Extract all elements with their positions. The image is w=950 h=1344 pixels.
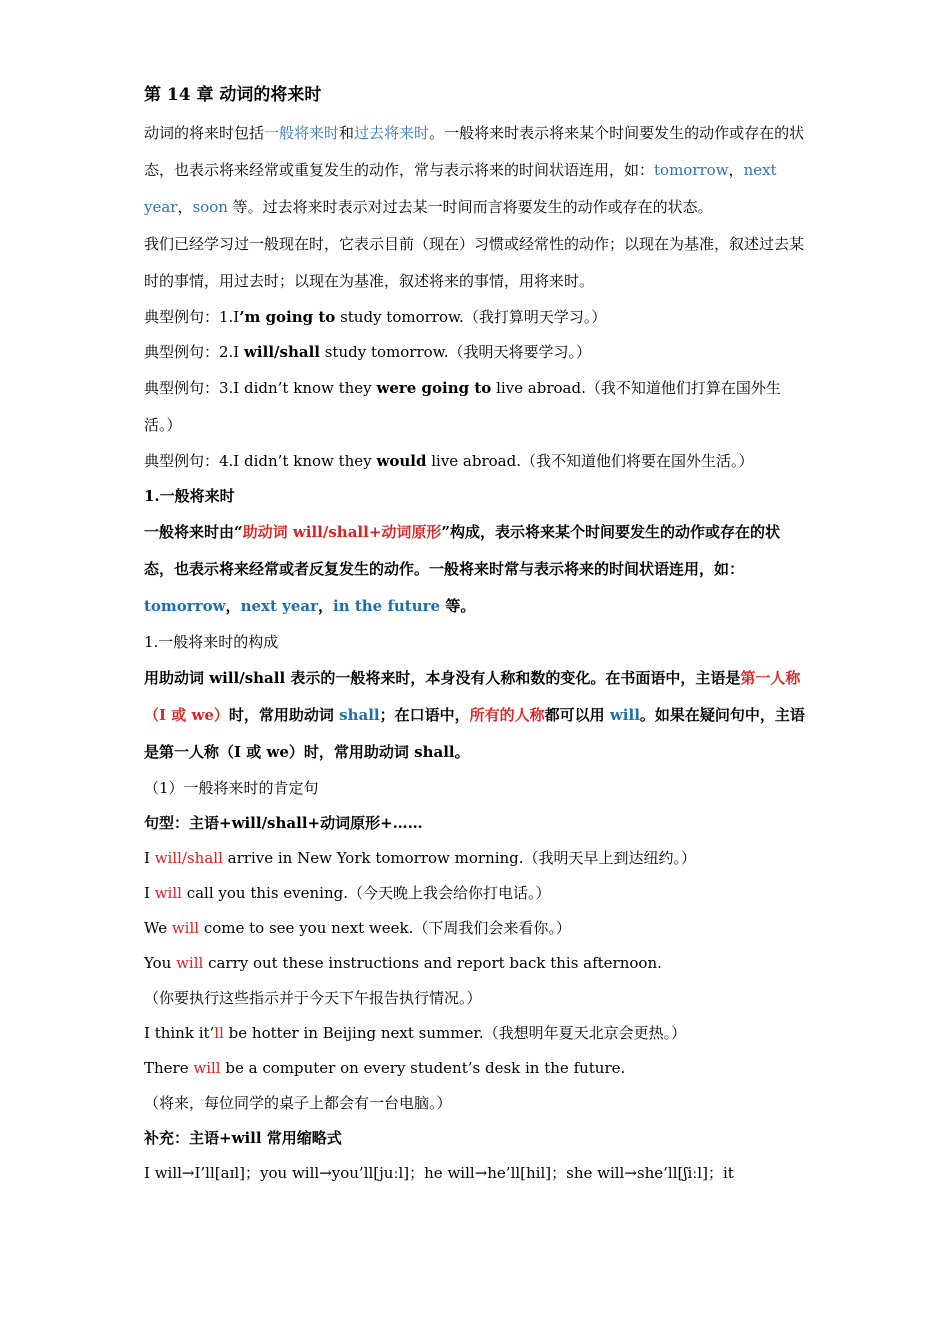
keyword-shall: shall — [339, 706, 380, 724]
structure-paragraph — [144, 660, 809, 771]
text: There — [144, 1059, 194, 1077]
text: ， — [177, 198, 193, 216]
text: 等。 — [440, 597, 476, 615]
sample-sentence — [144, 946, 809, 981]
text: live abroad.（我不知道他们将要在国外生活。） — [426, 452, 754, 470]
term-future-in-past: 过去将来时 — [354, 124, 430, 142]
example-sentence-1 — [144, 300, 809, 335]
example-sentence-2 — [144, 335, 809, 370]
intro-paragraph — [144, 115, 809, 226]
example-word: next year — [240, 597, 318, 615]
bold-text: would — [376, 452, 427, 470]
bold-text: were going to — [376, 379, 492, 397]
sample-sentence — [144, 911, 809, 946]
text: I think it’ — [144, 1024, 215, 1042]
term-future-simple: 一般将来时 — [264, 124, 340, 142]
supplement-heading: 补充：主语+will 常用缩略式 — [144, 1129, 342, 1147]
text: call you this evening.（今天晚上我会给你打电话。） — [181, 884, 551, 902]
example-sentence-3 — [144, 370, 809, 444]
text: We — [144, 919, 172, 937]
auxiliary-verb: will — [176, 954, 204, 972]
text: study tomorrow.（我明天将要学习。） — [319, 343, 591, 361]
text: ， — [728, 161, 744, 179]
auxiliary-verb: ll — [214, 1024, 224, 1042]
text: 。如果在疑问句中，主语是第一人称（I 或 we）时，常用助动词 shall。 — [144, 706, 805, 761]
text: I — [144, 849, 155, 867]
example-word: tomorrow — [144, 597, 226, 615]
text: come to see you next week.（下周我们会来看你。） — [199, 919, 571, 937]
sample-sentence — [144, 1051, 809, 1086]
subheading-affirmative: （1）一般将来时的肯定句 — [144, 779, 319, 797]
text: 典型例句：3.I didn’t know they — [144, 379, 377, 397]
subheading-structure: 1.一般将来时的构成 — [144, 633, 279, 651]
sample-sentence — [144, 841, 809, 876]
text: 时，常用助动词 — [228, 706, 340, 724]
highlight-structure: 助动词 will/shall+动词原形 — [242, 523, 442, 541]
text: carry out these instructions and report back this afternoon. — [203, 954, 662, 972]
example-word: soon — [192, 198, 228, 216]
bold-text: ’m going to — [239, 308, 336, 326]
text: ， — [318, 597, 334, 615]
highlight-first-person: 第一人称（I 或 we） — [144, 669, 801, 724]
section-heading: 1.一般将来时 — [144, 487, 235, 505]
text: 动词的将来时包括 — [144, 124, 265, 142]
text: live abroad.（我不知道他们打算在国外生活。） — [144, 379, 781, 434]
text: I — [144, 884, 155, 902]
bold-text: will/shall — [244, 343, 320, 361]
auxiliary-verb: will — [171, 919, 200, 937]
text: 和 — [339, 124, 355, 142]
text: 典型例句：1.I — [144, 308, 240, 326]
highlight-all-persons: 所有的人称 — [469, 706, 545, 724]
text: 用助动词 will/shall 表示的一般将来时，本身没有人称和数的变化。在书面语中，主语是 — [144, 669, 741, 687]
sentence-pattern: 句型：主语+will/shall+动词原形+…… — [144, 814, 423, 832]
auxiliary-verb: will/shall — [154, 849, 223, 867]
text: 一般将来时由“ — [144, 523, 243, 541]
text: ；在口语中， — [379, 706, 470, 724]
sample-sentence — [144, 1016, 809, 1051]
text: You — [144, 954, 177, 972]
example-sentence-4 — [144, 444, 809, 479]
example-word: next year — [144, 161, 777, 216]
sample-translation: （你要执行这些指示并于今天下午报告执行情况。） — [144, 989, 482, 1007]
document-page — [144, 84, 809, 1191]
comparison-paragraph: 我们已经学习过一般现在时，它表示目前（现在）习惯或经常性的动作；以现在为基准，叙述过去某时的事情，用过去时；以现在为基准，叙述将来的事情，用将来时。 — [144, 235, 805, 290]
text: 。一般将来时表示将来某个时间要发生的动作或存在的状态，也表示将来经常或重复发生的动作，常与表示将来的时间状语连用，如： — [144, 124, 805, 179]
text: be hotter in Beijing next summer.（我想明年夏天北京会更热。） — [223, 1024, 687, 1042]
chapter-title: 第 14 章 动词的将来时 — [144, 85, 322, 105]
example-word: in the future — [333, 597, 441, 615]
sample-sentence — [144, 876, 809, 911]
text: 典型例句：2.I — [144, 343, 245, 361]
contractions-line: I will→I’ll[aɪl]；you will→you’ll[juːl]；he will→he’ll[hil]；she will→she’ll[ʃiːl]；it — [144, 1164, 734, 1182]
auxiliary-verb: will — [154, 884, 182, 902]
text: ”构成，表示将来某个时间要发生的动作或存在的状态，也表示将来经常或者反复发生的动作。一般将来时常与表示将来的时间状语连用，如： — [144, 523, 781, 578]
auxiliary-verb: will — [193, 1059, 221, 1077]
definition-paragraph — [144, 514, 809, 625]
sample-translation: （将来，每位同学的桌子上都会有一台电脑。） — [144, 1094, 452, 1112]
text: study tomorrow.（我打算明天学习。） — [335, 308, 607, 326]
text: arrive in New York tomorrow morning.（我明天早上到达纽约。） — [222, 849, 697, 867]
text: be a computer on every student’s desk in the future. — [220, 1059, 626, 1077]
text: 典型例句：4.I didn’t know they — [144, 452, 377, 470]
keyword-will: will — [609, 706, 640, 724]
text: 等。过去将来时表示对过去某一时间而言将要发生的动作或存在的状态。 — [227, 198, 713, 216]
example-word: tomorrow — [654, 161, 729, 179]
text: ， — [225, 597, 241, 615]
text: 都可以用 — [544, 706, 610, 724]
